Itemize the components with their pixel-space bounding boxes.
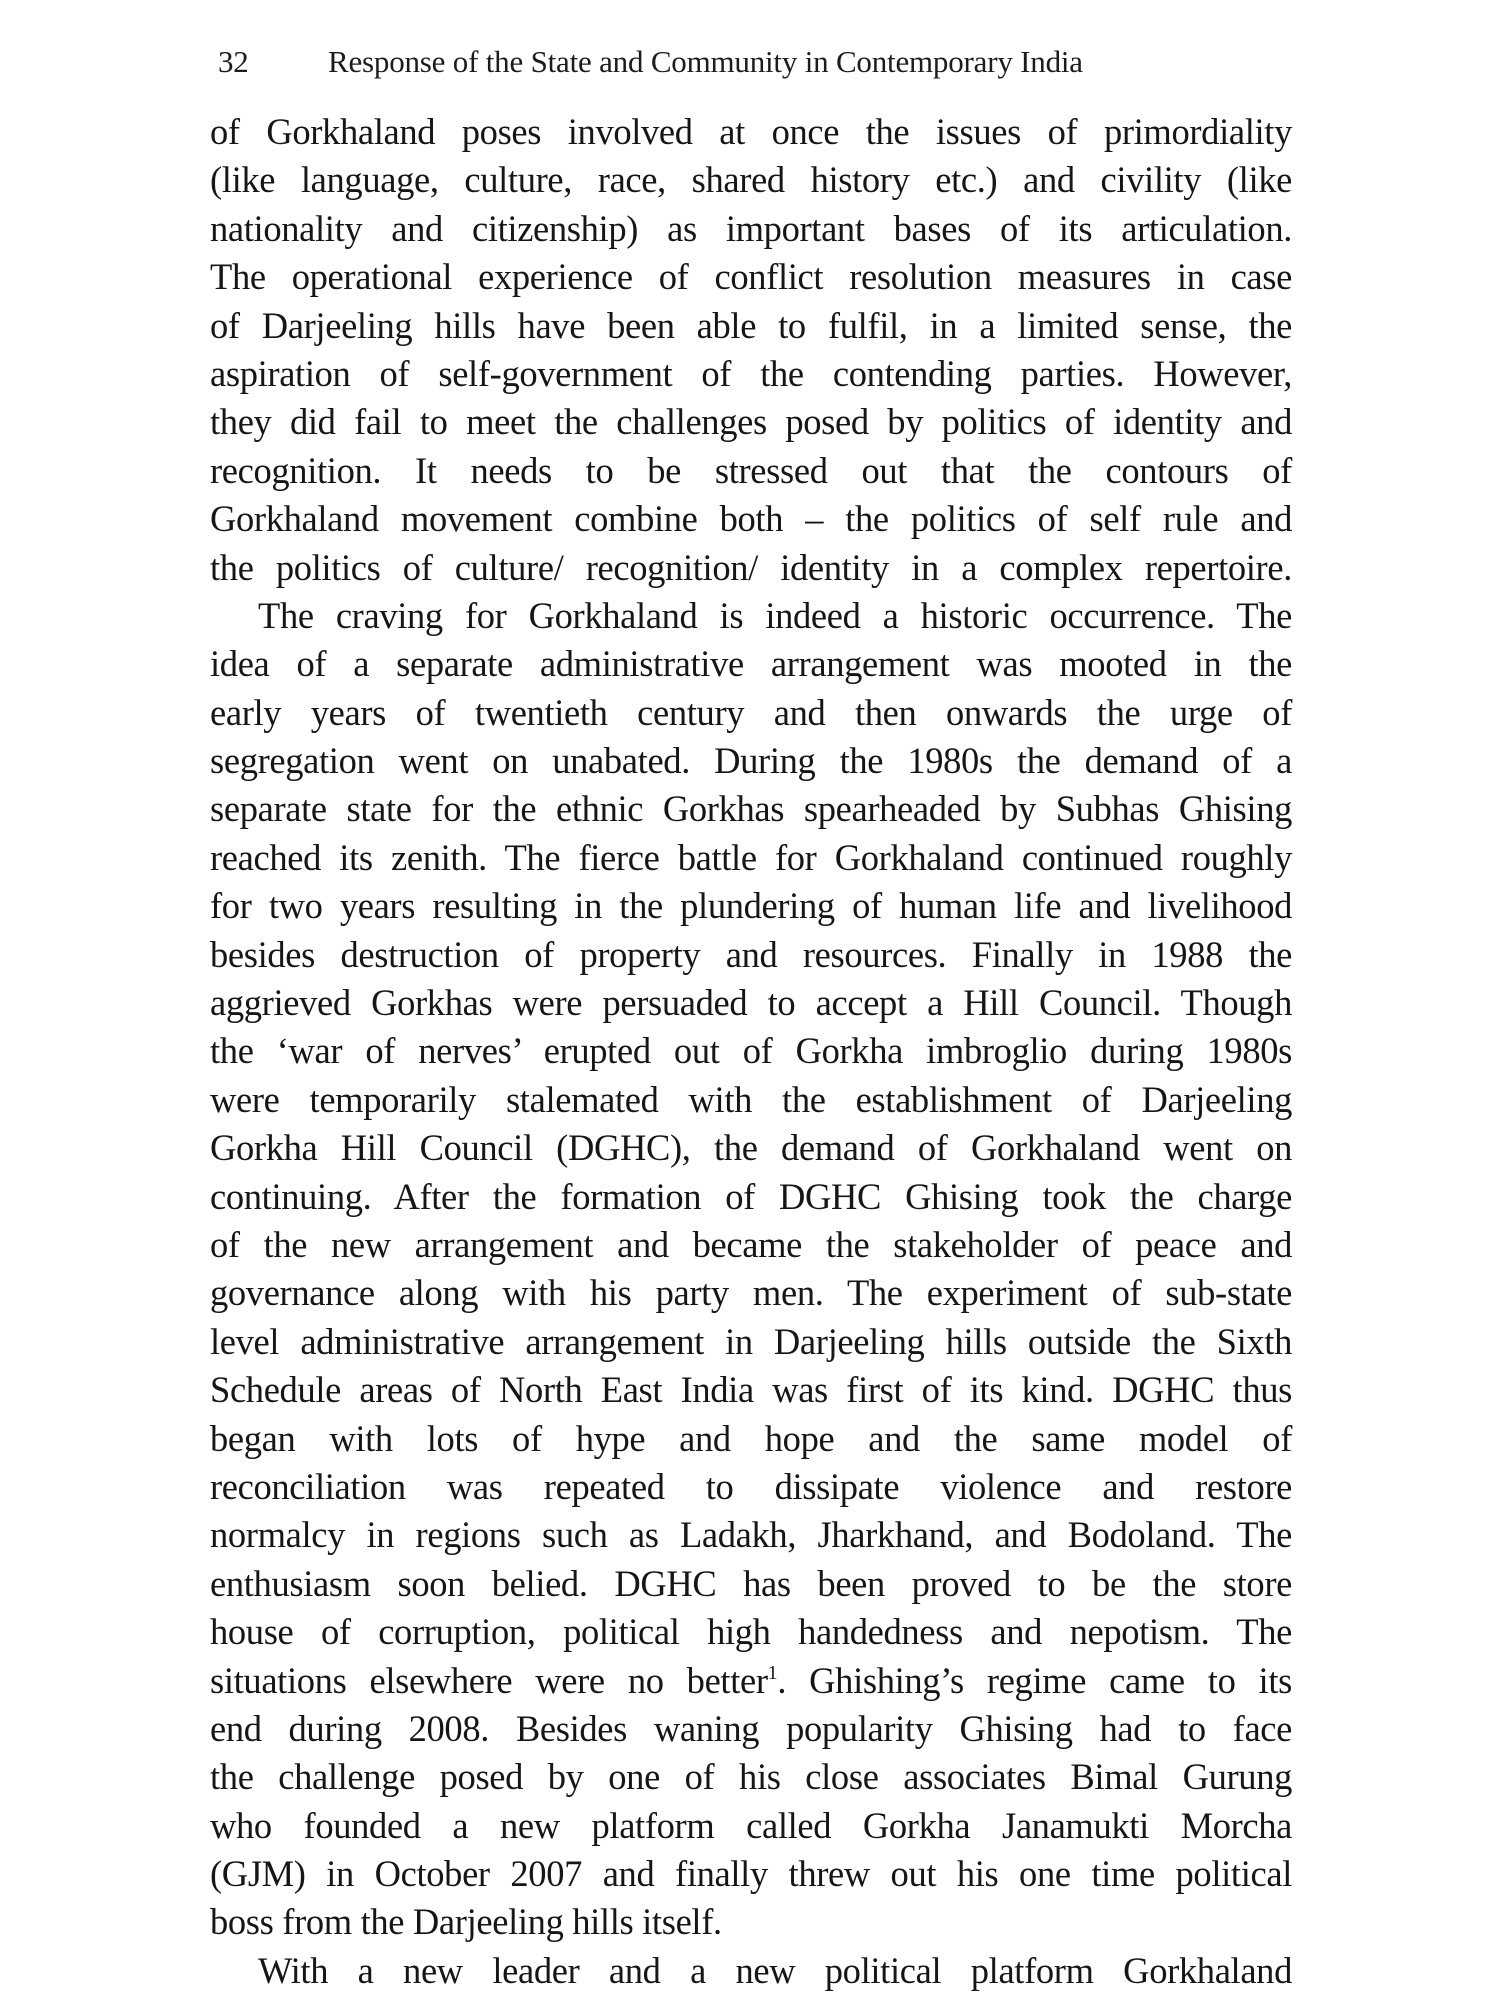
text-line: house of corruption, political high handedness and nepotism. The	[210, 1611, 1292, 1653]
text-line: early years of twentieth century and then onwards the urge of	[210, 691, 1292, 733]
text-line: recognition. It needs to be stressed out that the contours of	[210, 449, 1292, 491]
text-line: (GJM) in October 2007 and finally threw out his one time political	[210, 1853, 1292, 1895]
text-line: level administrative arrangement in Darjeeling hills outside the Sixth	[210, 1320, 1292, 1362]
text-line: reconciliation was repeated to dissipate violence and restore	[210, 1465, 1292, 1507]
text-line: were temporarily stalemated with the establishment of Darjeeling	[210, 1078, 1292, 1120]
text-line: of the new arrangement and became the stakeholder of peace and	[210, 1223, 1292, 1265]
body-text	[210, 108, 1292, 1995]
text-line: they did fail to meet the challenges posed by politics of identity and	[210, 401, 1292, 443]
text-line: separate state for the ethnic Gorkhas spearheaded by Subhas Ghising	[210, 788, 1292, 830]
text-line: continuing. After the formation of DGHC Ghising took the charge	[210, 1175, 1292, 1217]
page-number: 32	[218, 44, 249, 79]
running-header	[218, 44, 1083, 80]
text-line: segregation went on unabated. During the 1980s the demand of a	[210, 740, 1292, 782]
text-line: normalcy in regions such as Ladakh, Jharkhand, and Bodoland. The	[210, 1514, 1292, 1556]
text-line: who founded a new platform called Gorkha Janamukti Morcha	[210, 1804, 1292, 1846]
text-line: for two years resulting in the plundering of human life and livelihood	[210, 885, 1292, 927]
text-line: end during 2008. Besides waning popularity Ghising had to face	[210, 1707, 1292, 1749]
text-line: began with lots of hype and hope and the same model of	[210, 1417, 1292, 1459]
text-line: Schedule areas of North East India was first of its kind. DGHC thus	[210, 1369, 1292, 1411]
text-line: reached its zenith. The fierce battle for Gorkhaland continued roughly	[210, 836, 1292, 878]
paragraph-last-line: boss from the Darjeeling hills itself.	[210, 1901, 722, 1943]
text-line: (like language, culture, race, shared history etc.) and civility (like	[210, 159, 1292, 201]
text-line: the ‘war of nerves’ erupted out of Gorkha imbroglio during 1980s	[210, 1030, 1292, 1072]
text-line: besides destruction of property and resources. Finally in 1988 the	[210, 933, 1292, 975]
paragraph-first-line: The craving for Gorkhaland is indeed a historic occurrence. The	[258, 594, 1292, 636]
text-line: of Gorkhaland poses involved at once the issues of primordiality	[210, 111, 1292, 152]
text-line: governance along with his party men. The experiment of sub-state	[210, 1272, 1292, 1314]
text-line: of Darjeeling hills have been able to fulfil, in a limited sense, the	[210, 304, 1292, 346]
running-title: Response of the State and Community in Contemporary India	[328, 44, 1083, 79]
text-line: Gorkhaland movement combine both – the politics of self rule and	[210, 498, 1292, 540]
text-line: The operational experience of conflict resolution measures in case	[210, 256, 1292, 298]
footnote-marker[interactable]: 1	[767, 1661, 778, 1684]
text-line: the challenge posed by one of his close associates Bimal Gurung	[210, 1756, 1292, 1798]
text-line: Gorkha Hill Council (DGHC), the demand of Gorkhaland went on	[210, 1127, 1292, 1169]
text-line: nationality and citizenship) as important bases of its articulation.	[210, 207, 1292, 249]
text-line: the politics of culture/ recognition/ identity in a complex repertoire.	[210, 546, 1292, 588]
text-line: aspiration of self-government of the contending parties. However,	[210, 352, 1292, 394]
text-line: idea of a separate administrative arrangement was mooted in the	[210, 643, 1292, 685]
paragraph-first-line: With a new leader and a new political platform Gorkhaland	[258, 1949, 1292, 1991]
text-line: aggrieved Gorkhas were persuaded to accept a Hill Council. Though	[210, 982, 1292, 1024]
footnote-ref-line: situations elsewhere were no better$^1$. Ghishing’s regime came to its	[210, 1659, 1292, 1701]
text-line: enthusiasm soon belied. DGHC has been proved to be the store	[210, 1562, 1292, 1604]
